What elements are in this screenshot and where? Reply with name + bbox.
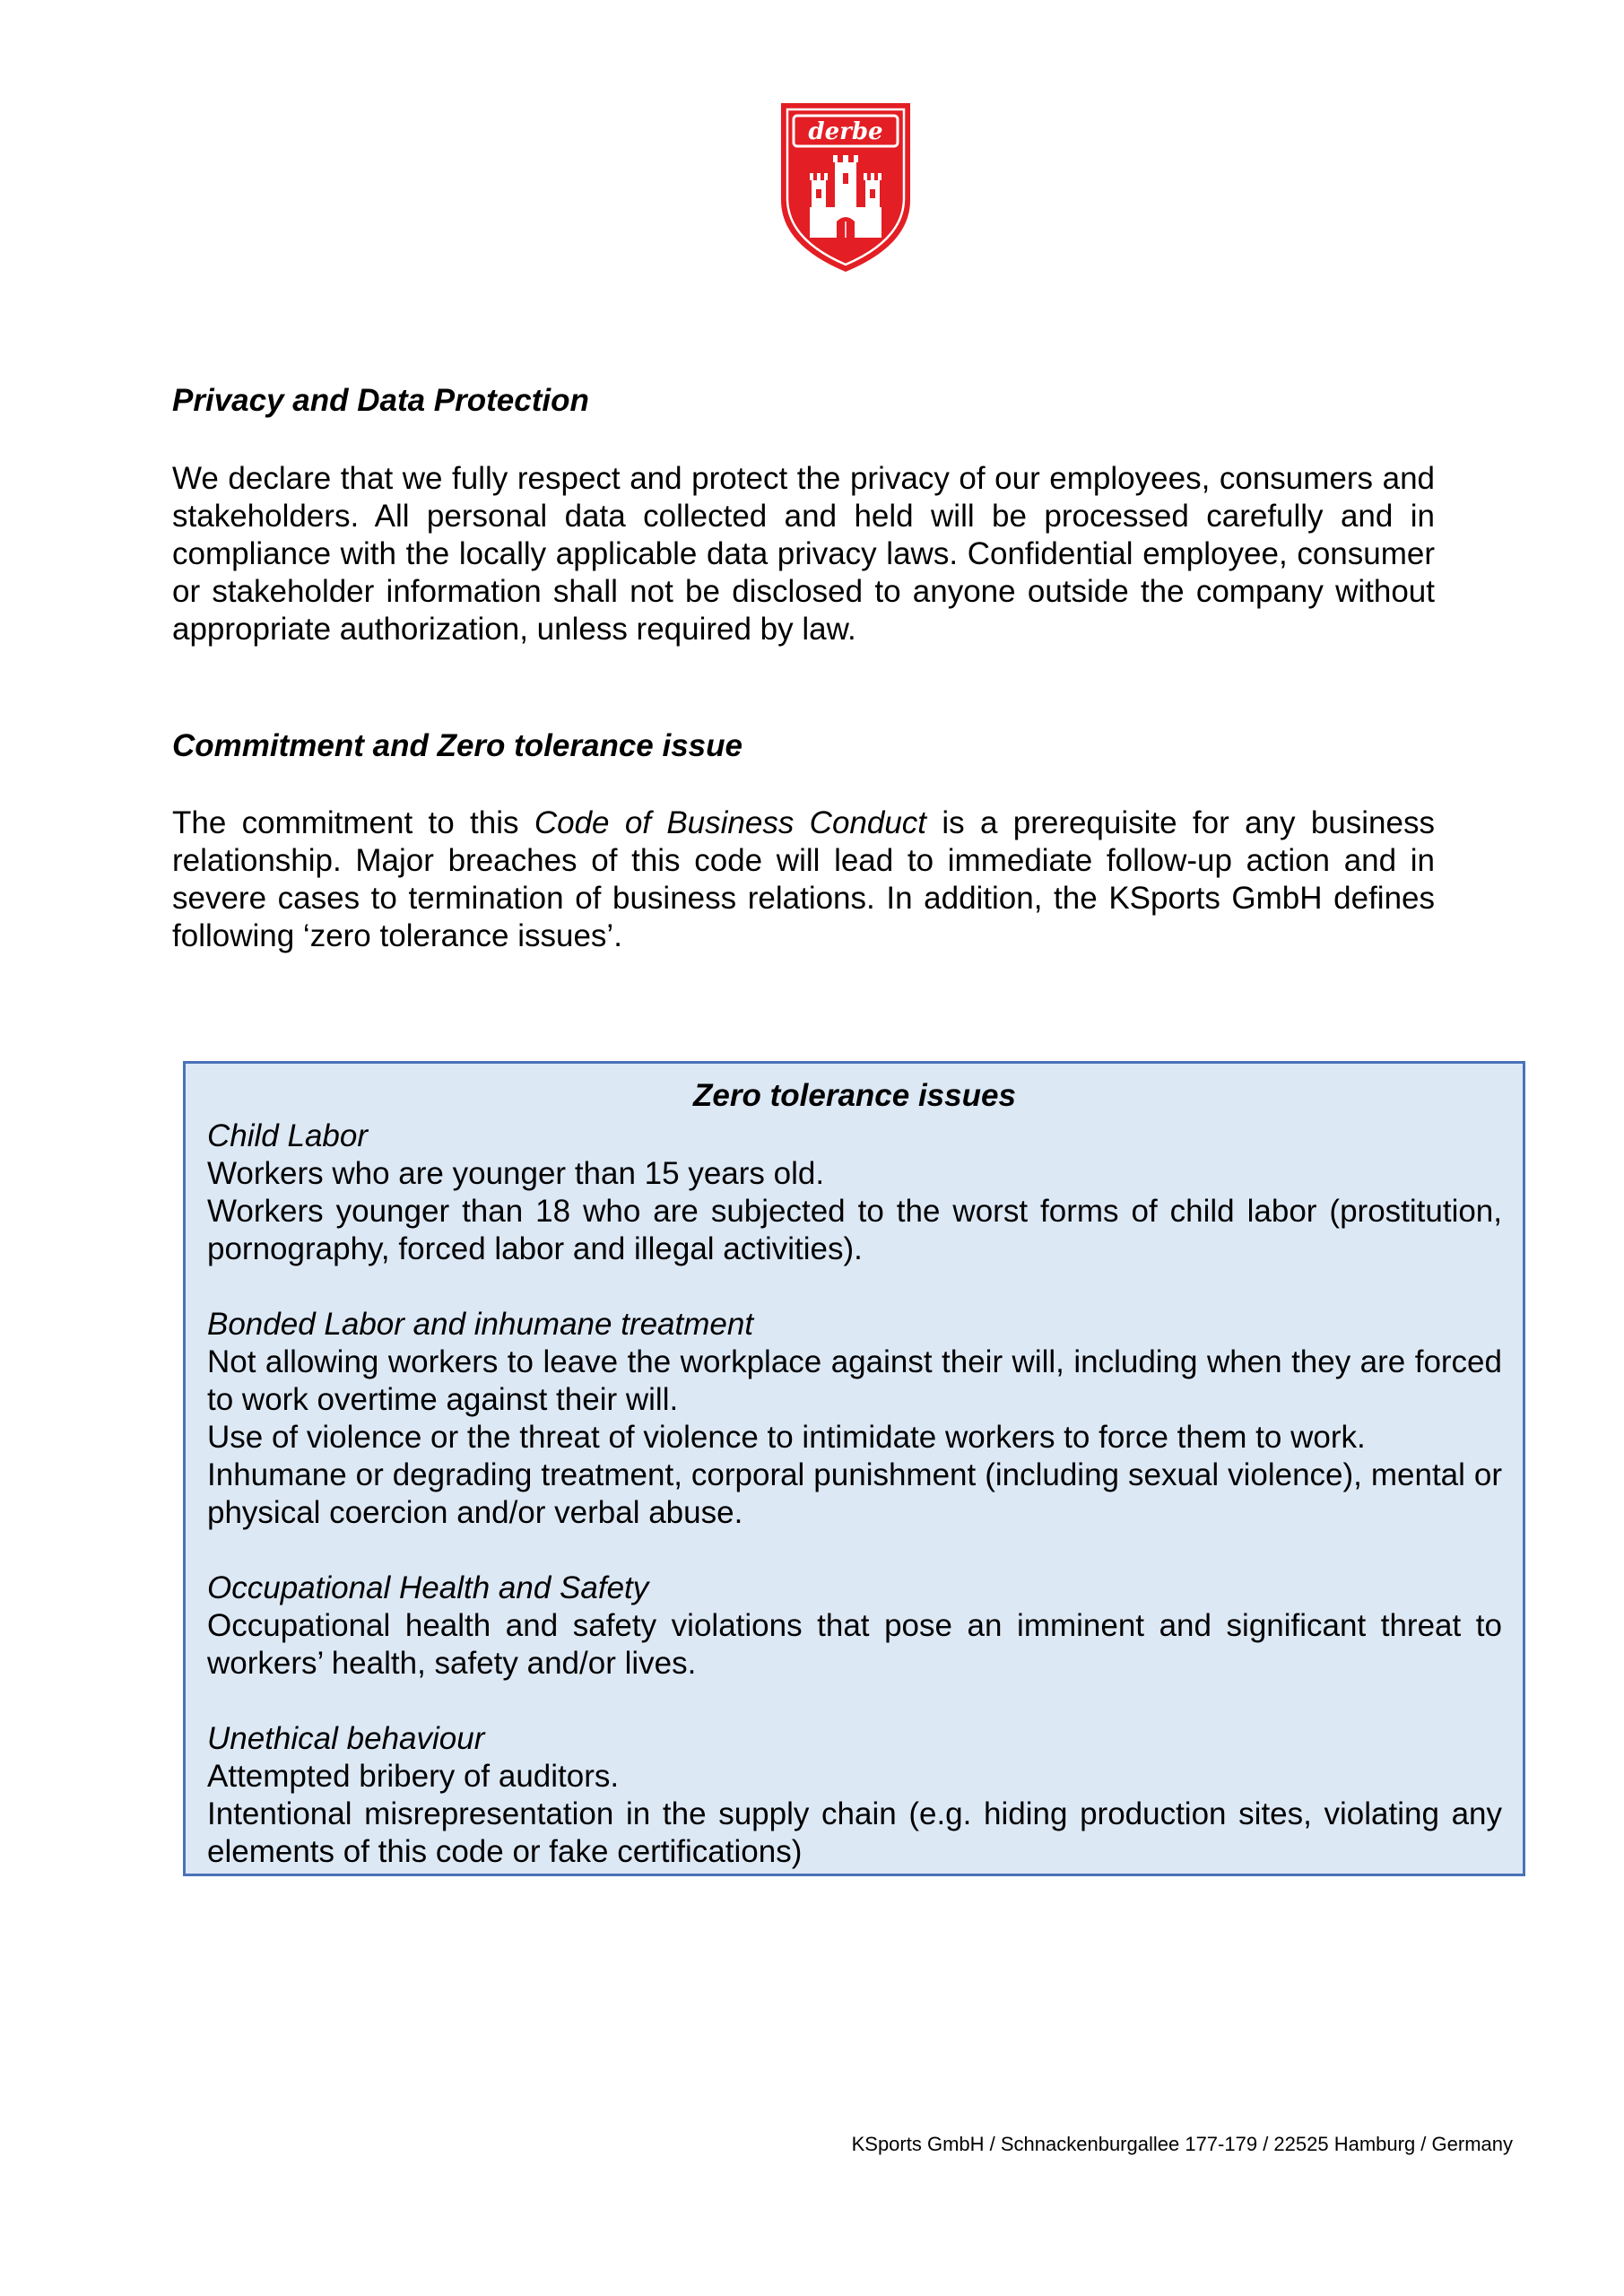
section-line: Attempted bribery of auditors. bbox=[207, 1759, 620, 1794]
commitment-paragraph bbox=[172, 804, 1435, 955]
privacy-paragraph: We declare that we fully respect and protect the privacy of our employees, consumers and stakeholders. All personal data collected and held will be processed carefully and in compliance with the locally applicable data privacy laws. Confidential employee, consumer or stakeholder information shall not be disclosed to anyone outside the company without appropriate authorization, unless required by law. bbox=[172, 461, 1435, 647]
section-line: Occupational health and safety violations that pose an imminent and significant threat to workers’ health, safety and/or lives. bbox=[207, 1608, 1502, 1681]
section-title: Unethical behaviour bbox=[207, 1721, 485, 1756]
footer-address: KSports GmbH / Schnackenburgallee 177-179 / 22525 Hamburg / Germany bbox=[851, 2133, 1513, 2155]
commitment-text-start: The commitment to this bbox=[172, 805, 534, 840]
section-line: Use of violence or the threat of violence to intimidate workers to force them to work. bbox=[207, 1420, 1366, 1455]
section-line: Workers who are younger than 15 years old. bbox=[207, 1156, 825, 1191]
section-child-labor bbox=[207, 1118, 1502, 1268]
company-logo bbox=[779, 101, 912, 274]
section-title: Bonded Labor and inhumane treatment bbox=[207, 1307, 754, 1342]
section-bonded-labor bbox=[207, 1306, 1502, 1532]
section-title: Child Labor bbox=[207, 1118, 368, 1153]
commitment-heading: Commitment and Zero tolerance issue bbox=[172, 728, 743, 763]
code-of-conduct-emphasis: Code of Business Conduct bbox=[534, 805, 927, 840]
section-title: Occupational Health and Safety bbox=[207, 1570, 649, 1605]
section-line: Not allowing workers to leave the workplace against their will, including when they are forced to work overtime against their will. bbox=[207, 1344, 1502, 1417]
derbe-shield-logo-icon bbox=[779, 101, 912, 274]
commitment-text-end: is a prerequisite for any business relationship. Major breaches of this code will lead to immediate follow-up action and in severe cases to termination of business relations. In addition, the KSports GmbH defines following ‘zero tolerance issues’. bbox=[172, 805, 1435, 953]
section-unethical-behaviour bbox=[207, 1720, 1502, 1871]
section-line: Inhumane or degrading treatment, corporal punishment (including sexual violence), mental or physical coercion and/or verbal abuse. bbox=[207, 1457, 1502, 1530]
section-line: Workers younger than 18 who are subjected to the worst forms of child labor (prostitution, pornography, forced labor and illegal activities). bbox=[207, 1194, 1502, 1266]
section-line: Intentional misrepresentation in the supply chain (e.g. hiding production sites, violating any elements of this code or fake certifications) bbox=[207, 1796, 1502, 1869]
privacy-heading: Privacy and Data Protection bbox=[172, 383, 589, 418]
section-occupational-health bbox=[207, 1570, 1502, 1683]
zero-tolerance-title: Zero tolerance issues bbox=[693, 1078, 1016, 1113]
logo-wordmark: derbe bbox=[808, 118, 883, 145]
zero-tolerance-box bbox=[183, 1061, 1525, 1876]
